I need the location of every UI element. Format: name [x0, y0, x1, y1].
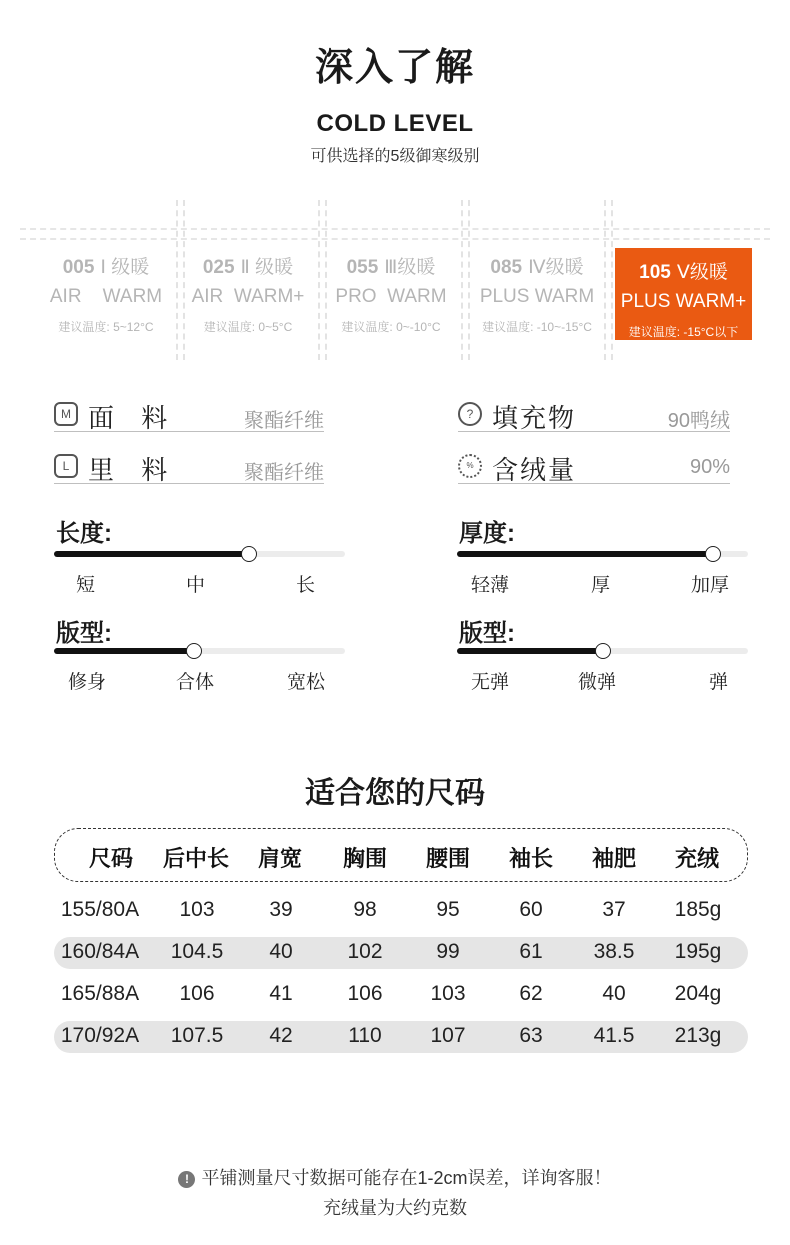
table-cell: 160/84A: [60, 940, 140, 963]
level-heading: [467, 252, 607, 279]
column-header: 袖肥: [591, 846, 636, 871]
fabric-row: [54, 398, 324, 432]
level-heading: [36, 252, 176, 279]
level-grade: Ⅳ级暖: [528, 257, 584, 278]
level-temperature: 建议温度: 5~12°C: [58, 320, 154, 334]
elasticity-label-stretch: 弹: [709, 672, 729, 693]
length-label-long: 长: [296, 575, 316, 596]
table-cell: 103: [179, 898, 215, 921]
level-005: [36, 252, 176, 344]
level-025: [178, 252, 318, 344]
level-name: PLUS WARM: [479, 286, 595, 307]
table-cell: 106: [179, 982, 215, 1005]
fit-label-regular: 合体: [176, 672, 215, 693]
lining-label: 里 料: [88, 455, 178, 485]
table-cell: 106: [347, 982, 383, 1005]
down-content-value: 90%: [689, 456, 730, 478]
table-cell: 41.5: [593, 1024, 635, 1047]
divider: [318, 200, 320, 360]
fit-title: 版型:: [56, 620, 112, 647]
note-text: 平铺测量尺寸数据可能存在1-2cm误差，详询客服！: [201, 1168, 612, 1188]
fabric-value: 聚酯纤维: [244, 410, 324, 432]
table-cell: 165/88A: [60, 982, 140, 1005]
thickness-label-thick: 厚: [591, 575, 611, 596]
thickness-slider: [457, 551, 748, 557]
table-row: [54, 979, 748, 1011]
divider: [20, 228, 770, 230]
level-temperature: 建议温度: -15°C以下: [628, 325, 739, 339]
level-temperature: 建议温度: 0~5°C: [203, 320, 293, 334]
percent-icon: %: [458, 454, 482, 478]
elasticity-label-slight: 微弹: [578, 672, 617, 693]
table-row: [54, 1021, 748, 1053]
exclamation-icon: !: [178, 1171, 195, 1188]
elasticity-label-none: 无弹: [471, 672, 510, 693]
fabric-icon: M: [54, 402, 78, 426]
thickness-label-extra: 加厚: [691, 575, 730, 596]
table-cell: 95: [436, 898, 460, 921]
column-header: 充绒: [674, 846, 719, 871]
length-slider: [54, 551, 345, 557]
table-cell: 213g: [674, 1024, 722, 1047]
level-temperature: 建议温度: -10~-15°C: [482, 320, 592, 334]
table-cell: 185g: [674, 898, 722, 921]
slider-knob: [241, 546, 257, 562]
table-cell: 195g: [674, 940, 722, 963]
level-heading: [321, 252, 461, 279]
table-cell: 204g: [674, 982, 722, 1005]
level-temperature: 建议温度: 0~-10°C: [341, 320, 441, 334]
fit-label-loose: 宽松: [287, 672, 326, 693]
table-cell: 103: [430, 982, 466, 1005]
level-grade: Ⅱ 级暖: [240, 257, 294, 278]
table-cell: 104.5: [170, 940, 224, 963]
table-cell: 39: [269, 898, 293, 921]
size-table-title: 适合您的尺码: [305, 777, 485, 810]
slider-fill: [54, 648, 194, 654]
table-cell: 170/92A: [60, 1024, 140, 1047]
slider-fill: [54, 551, 249, 557]
warmth-levels: [0, 200, 790, 360]
down-weight-note: 充绒量为大约克数: [323, 1198, 467, 1218]
thickness-title: 厚度:: [459, 520, 515, 547]
table-row: [54, 895, 748, 927]
filling-label: 填充物: [492, 403, 577, 433]
lining-value: 聚酯纤维: [244, 462, 324, 484]
table-cell: 37: [602, 898, 626, 921]
level-grade: Ⅰ 级暖: [100, 257, 150, 278]
level-name: PLUS WARM+: [620, 291, 747, 312]
slider-fill: [457, 648, 603, 654]
divider: [461, 200, 463, 360]
level-code: 085: [490, 257, 523, 278]
slider-knob: [595, 643, 611, 659]
down-content-row: [458, 450, 730, 484]
slider-knob: [186, 643, 202, 659]
size-table-header: [54, 828, 748, 882]
table-cell: 40: [269, 940, 293, 963]
page-title: 深入了解: [314, 47, 475, 89]
level-grade: Ⅴ级暖: [676, 262, 728, 283]
level-grade: Ⅲ级暖: [384, 257, 436, 278]
table-row: [54, 937, 748, 969]
elasticity-slider: [457, 648, 748, 654]
thickness-label-light: 轻薄: [471, 575, 510, 596]
column-header: 尺码: [88, 846, 133, 871]
cold-level-heading: COLD LEVEL: [316, 110, 474, 137]
fit-slider: [54, 648, 345, 654]
column-header: 袖长: [508, 846, 553, 871]
table-cell: 42: [269, 1024, 293, 1047]
column-header: 肩宽: [257, 846, 302, 871]
table-cell: 102: [347, 940, 383, 963]
table-cell: 98: [353, 898, 377, 921]
table-cell: 60: [519, 898, 543, 921]
table-cell: 110: [348, 1024, 382, 1047]
level-085: [467, 252, 607, 344]
slider-knob: [705, 546, 721, 562]
divider: [611, 200, 613, 360]
level-code: 055: [346, 257, 379, 278]
lining-row: [54, 450, 324, 484]
table-cell: 40: [602, 982, 626, 1005]
column-header: 胸围: [342, 846, 387, 871]
table-cell: 155/80A: [60, 898, 140, 921]
length-label-short: 短: [76, 575, 96, 596]
level-055: [321, 252, 461, 344]
table-cell: 62: [519, 982, 543, 1005]
table-cell: 107.5: [170, 1024, 224, 1047]
length-title: 长度:: [56, 520, 112, 547]
lining-icon: L: [54, 454, 78, 478]
table-cell: 61: [519, 940, 543, 963]
filling-row: [458, 398, 730, 432]
level-heading: [615, 257, 752, 284]
measurement-note: [0, 1164, 790, 1190]
down-content-label: 含绒量: [492, 455, 577, 485]
table-cell: 107: [430, 1024, 466, 1047]
table-cell: 38.5: [593, 940, 635, 963]
filling-value: 90鸭绒: [667, 410, 730, 432]
fabric-label: 面 料: [88, 403, 178, 433]
level-heading: [178, 252, 318, 279]
table-cell: 99: [436, 940, 460, 963]
length-label-medium: 中: [186, 575, 206, 596]
column-header: 后中长: [162, 846, 229, 871]
level-code: 005: [62, 257, 95, 278]
question-icon: ?: [458, 402, 482, 426]
level-code: 025: [202, 257, 235, 278]
divider: [20, 238, 770, 240]
slider-fill: [457, 551, 713, 557]
level-code: 105: [639, 262, 671, 283]
level-name: AIR WARM+: [191, 286, 305, 307]
level-name: PRO WARM: [335, 286, 447, 307]
cold-level-subheading: 可供选择的5级御寒级别: [310, 148, 480, 165]
elasticity-title: 版型:: [459, 620, 515, 647]
level-name: AIR WARM: [49, 286, 163, 307]
fit-label-slim: 修身: [68, 672, 107, 693]
level-105-selected: [615, 248, 752, 340]
table-cell: 63: [519, 1024, 543, 1047]
column-header: 腰围: [425, 846, 470, 871]
table-cell: 41: [269, 982, 293, 1005]
